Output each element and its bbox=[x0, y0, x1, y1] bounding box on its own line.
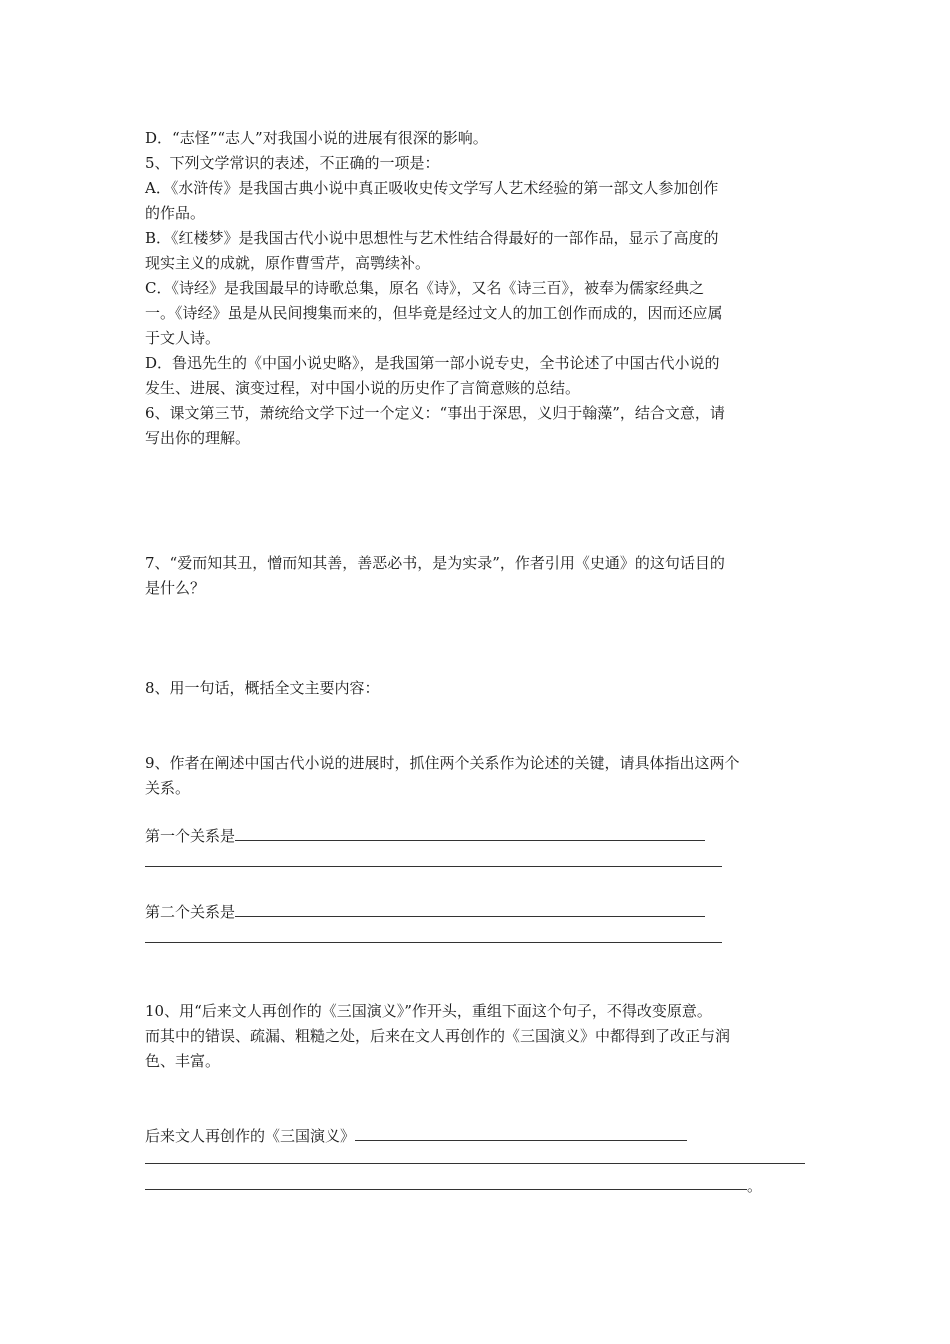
q5-option-c-line1: C．《诗经》是我国最早的诗歌总集，原名《诗》，又名《诗三百》，被奉为儒家经典之 bbox=[145, 279, 704, 297]
q10-answer-blank[interactable] bbox=[355, 1126, 687, 1141]
q5-stem: 5、下列文学常识的表述，不正确的一项是： bbox=[145, 154, 440, 172]
q5-option-d-line2: 发生、进展、演变过程，对中国小说的历史作了言简意赅的总结。 bbox=[145, 379, 581, 397]
q5-option-b-line1: B．《红楼梦》是我国古代小说中思想性与艺术性结合得最好的一部作品，显示了高度的 bbox=[145, 229, 719, 247]
q9-second-row bbox=[145, 902, 810, 922]
q8-stem: 8、用一句话，概括全文主要内容： bbox=[145, 679, 380, 697]
q9-second-label: 第二个关系是 bbox=[145, 903, 236, 921]
q9-first-answer-line[interactable] bbox=[145, 866, 722, 867]
q9-first-row bbox=[145, 826, 810, 846]
q10-stem-line2: 而其中的错误、疏漏、粗糙之处，后来在文人再创作的《三国演义》中都得到了改正与润 bbox=[145, 1027, 731, 1045]
q7-stem-line2: 是什么？ bbox=[145, 579, 206, 597]
q10-stem-line3: 色、丰富。 bbox=[145, 1052, 221, 1070]
q4-option-d: D．“志怪”“志人”对我国小说的进展有很深的影响。 bbox=[145, 129, 488, 147]
q9-first-label: 第一个关系是 bbox=[145, 827, 236, 845]
q5-option-a-line1: A．《水浒传》是我国古典小说中真正吸收史传文学写人艺术经验的第一部文人参加创作 bbox=[145, 179, 719, 197]
q10-end-mark: 。 bbox=[747, 1177, 763, 1195]
q9-stem-line1: 9、作者在阐述中国古代小说的进展时，抓住两个关系作为论述的关键，请具体指出这两个 bbox=[145, 754, 740, 772]
q5-option-c-line3: 于文人诗。 bbox=[145, 329, 221, 347]
q10-answer-line-3[interactable] bbox=[145, 1189, 747, 1190]
q10-answer-start: 后来文人再创作的《三国演义》 bbox=[145, 1127, 356, 1145]
q10-answer-line-2[interactable] bbox=[145, 1163, 805, 1164]
q5-option-b-line2: 现实主义的成就，原作曹雪芹，高鹗续补。 bbox=[145, 254, 431, 272]
q5-option-c-line2: 一。《诗经》虽是从民间搜集而来的，但毕竟是经过文人的加工创作而成的，因而还应属 bbox=[145, 304, 723, 322]
q5-option-a-line2: 的作品。 bbox=[145, 204, 206, 222]
q6-stem-line1: 6、课文第三节，萧统给文学下过一个定义：“事出于深思，义归于翰藻”，结合文意，请 bbox=[145, 404, 725, 422]
q9-second-answer-blank[interactable] bbox=[235, 902, 705, 917]
q7-stem-line1: 7、“爱而知其丑，憎而知其善，善恶必书，是为实录”，作者引用《史通》的这句话目的 bbox=[145, 554, 725, 572]
q10-answer-row bbox=[145, 1126, 810, 1146]
q5-option-d-line1: D．鲁迅先生的《中国小说史略》，是我国第一部小说专史，全书论述了中国古代小说的 bbox=[145, 354, 720, 372]
q10-stem-line1: 10、用“后来文人再创作的《三国演义》”作开头，重组下面这个句子，不得改变原意。 bbox=[145, 1002, 712, 1020]
q9-stem-line2: 关系。 bbox=[145, 779, 191, 797]
q9-first-answer-blank[interactable] bbox=[235, 826, 705, 841]
q9-second-answer-line[interactable] bbox=[145, 942, 722, 943]
q6-stem-line2: 写出你的理解。 bbox=[145, 429, 251, 447]
